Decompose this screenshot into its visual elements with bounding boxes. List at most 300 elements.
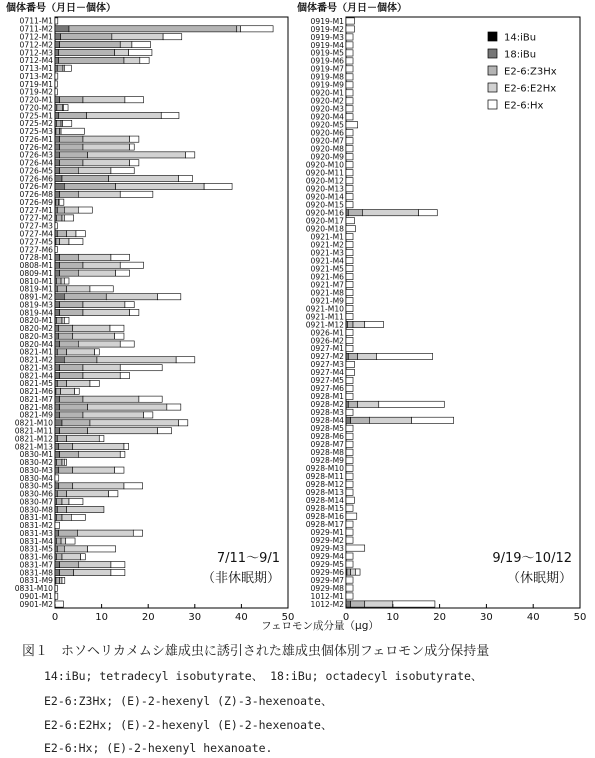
bar-segment [346,178,353,184]
bar-segment [60,396,83,402]
bar-segment [55,333,59,339]
bar-segment [55,294,64,300]
bar-segment [60,372,83,378]
category-label: 0819-M4 [19,308,53,318]
bar-segment [369,417,411,423]
x-tick-label: 50 [573,612,587,623]
bar-segment [346,257,353,263]
chart-panel-1 [6,1,294,623]
bar-segment [346,513,357,519]
bar-segment [60,309,83,315]
x-tick-label: 40 [526,612,540,623]
bar-segment [125,97,144,103]
bar-segment [240,26,273,32]
caption-line-2: E2-6:Z3Hx; (E)-2-hexenyl (Z)-3-hexenoate、 [44,694,333,708]
bar-segment [62,420,90,426]
bar-segment [346,561,353,567]
bar-segment [124,57,140,63]
legend-label: 14:iBu [504,32,537,44]
bar-segment [60,428,88,434]
bar-segment [348,210,362,216]
bar-segment [67,349,95,355]
bar-segment [346,265,353,271]
bar-segment [115,333,124,339]
bar-segment [56,317,62,323]
bar-segment [57,491,66,497]
bar-segment [55,191,60,197]
category-label: 0927-M1 [310,344,344,354]
bar-segment [62,120,71,126]
category-label: 1012-M1 [310,591,344,601]
category-label: 0821-M12 [14,434,53,444]
category-label: 0926-M2 [310,336,344,346]
category-label: 0830-M8 [19,505,53,515]
bar-segment [55,569,60,575]
category-label: 0713-M2 [19,71,53,81]
bar-segment [56,459,62,465]
bar-segment [60,302,83,308]
bar-segment [60,160,83,166]
category-label: 0921-M9 [310,296,344,306]
x-tick-label: 0 [342,612,350,623]
category-label: 0919-M3 [310,32,344,42]
legend-label: E2-6:E2Hx [504,83,557,95]
bar-segment [55,231,57,237]
category-label: 0831-M1 [19,513,53,523]
category-label: 0821-M2 [19,355,53,365]
category-label: 0819-M3 [19,300,53,310]
category-label: 0920-M16 [305,208,344,218]
bar-segment [81,554,86,560]
bar-segment [67,436,100,442]
x-tick-label: 40 [235,612,248,623]
bar-segment [55,412,60,418]
bar-segment [346,170,353,176]
bar-segment [346,401,348,407]
bar-segment [55,546,57,552]
bar-segment [346,34,353,40]
bar-segment [57,105,63,111]
category-label: 0927-M5 [310,376,344,386]
legend-swatch [488,66,497,75]
bar-segment [130,144,135,150]
y-axis-title: 個体番号（月日－個体） [6,3,116,14]
bar-segment [55,42,60,48]
bar-segment [69,26,237,32]
bar-segment [57,231,66,237]
bar-segment [57,380,66,386]
bar-segment [346,242,353,248]
bar-segment [64,65,71,71]
bar-segment [346,489,353,495]
bar-segment [60,451,79,457]
bar-segment [346,122,358,128]
bar-segment [55,175,62,181]
category-label: 0921-M5 [310,264,344,274]
bar-segment [365,321,384,327]
bar-segment [120,365,162,371]
legend-swatch [488,83,497,92]
bar-segment [55,254,60,260]
bar-segment [64,357,97,363]
bar-segment [56,199,58,205]
period-annotation: 9/19～10/12 [492,551,572,566]
bar-segment [346,249,353,255]
category-label: 0821-M11 [14,426,53,436]
bar-segment [120,262,143,268]
bar-segment [67,286,90,292]
category-label: 0920-M2 [310,96,344,106]
bar-segment [55,396,60,402]
bar-segment [120,42,132,48]
bar-segment [83,302,125,308]
bar-segment [346,202,353,208]
bar-segment [346,433,353,439]
bar-segment [57,207,64,213]
bar-segment [55,593,58,599]
bar-segment [412,417,454,423]
bar-segment [55,420,62,426]
category-label: 0919-M4 [310,40,344,50]
category-label: 0727-M6 [19,245,53,255]
bar-segment [346,210,348,216]
bar-segment [167,404,181,410]
bar-segment [109,491,118,497]
bar-segment [56,278,61,284]
bar-segment [55,491,57,497]
legend-label: 18:iBu [504,49,537,61]
bar-segment [140,57,149,63]
bar-segment [83,396,139,402]
bar-segment [55,144,60,150]
bar-segment [59,57,124,63]
bar-segment [67,491,109,497]
bar-segment [55,601,63,607]
category-label: 0713-M1 [19,64,53,74]
bar-segment [64,183,115,189]
bar-segment [55,372,60,378]
bar-segment [112,34,163,40]
bar-segment [358,401,379,407]
bar-segment [346,409,353,415]
category-label: 0920-M4 [310,112,344,122]
category-label: 0921-M12 [305,320,344,330]
category-label: 0821-M1 [19,347,53,357]
bar-segment [346,537,353,543]
category-label: 0891-M2 [19,292,53,302]
bar-segment [64,317,69,323]
bar-segment [346,281,353,287]
category-label: 0726-M6 [19,174,53,184]
bar-segment [87,112,162,118]
bar-segment [419,210,438,216]
bar-segment [393,601,435,607]
bar-segment [60,577,62,583]
category-label: 0831-M9 [19,576,53,586]
bar-segment [346,114,353,120]
bar-segment [346,585,353,591]
bar-segment [133,530,142,536]
bar-segment [185,152,194,158]
category-label: 0928-M3 [310,408,344,418]
caption-line-3: E2-6:E2Hx; (E)-2-hexenyl (E)-2-hexenoate、 [44,718,333,732]
bar-segment [55,562,60,568]
bar-segment [57,546,64,552]
bar-segment [346,106,353,112]
category-label: 0920-M17 [305,216,344,226]
bar-segment [56,577,60,583]
bar-segment [346,82,353,88]
category-label: 0831-M3 [19,528,53,538]
category-label: 0821-M9 [19,410,53,420]
category-label: 0830-M7 [19,497,53,507]
category-label: 0726-M7 [19,182,53,192]
bar-segment [60,97,83,103]
bar-segment [346,337,353,343]
bar-segment [56,239,60,245]
bar-segment [346,369,354,375]
bar-segment [237,26,241,32]
bar-segment [61,278,64,284]
legend-label: E2-6:Z3Hx [504,66,557,78]
bar-segment [346,66,353,72]
bar-segment [351,417,370,423]
category-label: 0831-M4 [19,536,53,546]
bar-segment [346,393,353,399]
bar-segment [176,357,195,363]
bar-segment [60,42,121,48]
bar-segment [346,58,353,64]
bar-segment [144,412,153,418]
bar-segment [90,380,99,386]
bar-segment [55,286,57,292]
bar-segment [120,372,129,378]
category-label: 0720-M2 [19,103,53,113]
category-label: 0921-M10 [305,304,344,314]
caption-line-4: E2-6:Hx; (E)-2-hexenyl hexanoate. [44,741,273,755]
category-label: 0919-M1 [310,16,344,26]
bar-segment [83,144,130,150]
bar-segment [55,506,57,512]
bar-segment [88,152,186,158]
category-label: 0727-M2 [19,213,53,223]
legend-swatch [488,32,497,41]
bar-segment [55,302,60,308]
category-label: 0926-M1 [310,328,344,338]
category-label: 0711-M2 [19,24,53,34]
bar-segment [204,183,232,189]
category-label: 0720-M1 [19,95,53,105]
category-label: 0831-M7 [19,560,53,570]
category-label: 0726-M4 [19,158,53,168]
bar-segment [55,49,59,55]
category-label: 0921-M4 [310,256,344,266]
category-label: 0928-M17 [305,519,344,529]
bar-segment [61,538,66,544]
bar-segment [64,207,78,213]
category-label: 0920-M12 [305,176,344,186]
bar-segment [348,401,357,407]
category-label: 0928-M7 [310,440,344,450]
bar-segment [55,522,60,528]
bar-segment [55,380,57,386]
bar-segment [78,168,111,174]
category-label: 0821-M3 [19,363,53,373]
category-label: 0821-M5 [19,379,53,389]
category-label: 0919-M5 [310,48,344,58]
category-label: 0820-M4 [19,339,53,349]
category-label: 0820-M3 [19,331,53,341]
x-tick-label: 20 [141,612,155,623]
bar-segment [106,294,157,300]
category-label: 0820-M1 [19,316,53,326]
legend-swatch [488,100,497,109]
bar-segment [355,569,360,575]
bar-segment [83,372,120,378]
bar-segment [353,321,365,327]
bar-segment [83,136,130,142]
bar-segment [99,436,104,442]
bar-segment [59,483,73,489]
bar-segment [346,146,353,152]
category-label: 0901-M2 [19,599,53,609]
bar-segment [77,530,133,536]
bar-segment [62,514,71,520]
category-label: 0831-M10 [14,584,53,594]
bar-segment [55,443,59,449]
category-label: 0831-M6 [19,552,53,562]
category-label: 0919-M8 [310,72,344,82]
bar-segment [64,546,87,552]
category-label: 0928-M6 [310,432,344,442]
category-label: 0929-M1 [310,527,344,537]
category-label: 0819-M1 [19,284,53,294]
category-label: 0831-M8 [19,568,53,578]
bar-segment [60,365,83,371]
bar-segment [346,138,353,144]
bar-segment [56,120,61,126]
category-label: 0929-M2 [310,535,344,545]
bar-segment [55,309,60,315]
bar-segment [346,305,353,311]
bar-segment [346,18,354,24]
category-label: 0928-M12 [305,480,344,490]
category-label: 0919-M2 [310,24,344,34]
category-label: 0810-M1 [19,276,53,286]
category-label: 0928-M1 [310,392,344,402]
figure-caption-title: 図１ ホソヘリカメムシ雄成虫に誘引された雄成虫個体別フェロモン成分保持量 [22,644,490,659]
category-label: 0725-M3 [19,127,53,137]
bar-segment [88,404,167,410]
bar-segment [110,325,124,331]
bar-segment [61,128,84,134]
category-label: 0712-M4 [19,56,53,66]
bar-segment [132,42,151,48]
bar-segment [59,333,73,339]
bar-segment [124,443,129,449]
bar-segment [83,412,144,418]
bar-segment [75,388,80,394]
category-label: 0929-M4 [310,551,344,561]
category-label: 0726-M5 [19,166,53,176]
bar-segment [78,562,111,568]
category-label: 0830-M1 [19,450,53,460]
bar-segment [78,254,111,260]
bar-segment [351,601,365,607]
category-label: 0921-M2 [310,240,344,250]
category-label: 0728-M1 [19,253,53,263]
bar-segment [73,333,115,339]
bar-segment [55,325,59,331]
period-annotation: （休眠期） [506,571,572,586]
bar-segment [346,345,353,351]
period-annotation: （非休眠期） [201,571,280,586]
category-label: 0712-M1 [19,32,53,42]
bar-segment [55,223,57,229]
bar-segment [346,297,353,303]
category-label: 0921-M3 [310,248,344,258]
bar-segment [346,130,353,136]
bar-segment [61,388,75,394]
bar-segment [83,160,130,166]
bar-segment [346,521,353,527]
category-label: 0928-M4 [310,416,344,426]
bar-segment [56,554,62,560]
category-label: 0920-M6 [310,128,344,138]
bar-segment [55,428,60,434]
category-label: 0726-M1 [19,134,53,144]
category-label: 0830-M3 [19,465,53,475]
bar-segment [55,270,60,276]
bar-segment [130,309,139,315]
bar-segment [69,239,83,245]
category-label: 0920-M14 [305,192,344,202]
category-label: 0830-M2 [19,458,53,468]
bar-segment [346,98,353,104]
bar-segment [56,538,61,544]
bar-segment [346,162,353,168]
bar-segment [88,546,116,552]
category-label: 0929-M5 [310,559,344,569]
bar-segment [129,49,152,55]
bar-segment [346,449,353,455]
bar-segment [60,404,88,410]
category-label: 0820-M2 [19,324,53,334]
category-label: 0727-M5 [19,237,53,247]
bar-segment [346,353,348,359]
bar-segment [116,183,205,189]
bar-segment [346,50,353,56]
category-label: 0821-M13 [14,442,53,452]
category-label: 0928-M13 [305,487,344,497]
category-label: 0719-M2 [19,87,53,97]
bar-segment [346,194,353,200]
category-label: 0928-M16 [305,511,344,521]
bar-segment [55,112,59,118]
bar-segment [55,207,57,213]
bar-segment [60,569,74,575]
bar-segment [116,270,130,276]
category-label: 0927-M4 [310,368,344,378]
bar-segment [59,112,87,118]
legend-swatch [488,49,497,58]
category-label: 0929-M3 [310,543,344,553]
category-label: 0920-M13 [305,184,344,194]
bar-segment [60,341,79,347]
category-label: 0821-M8 [19,402,53,412]
bar-segment [57,436,66,442]
bar-segment [55,467,59,473]
